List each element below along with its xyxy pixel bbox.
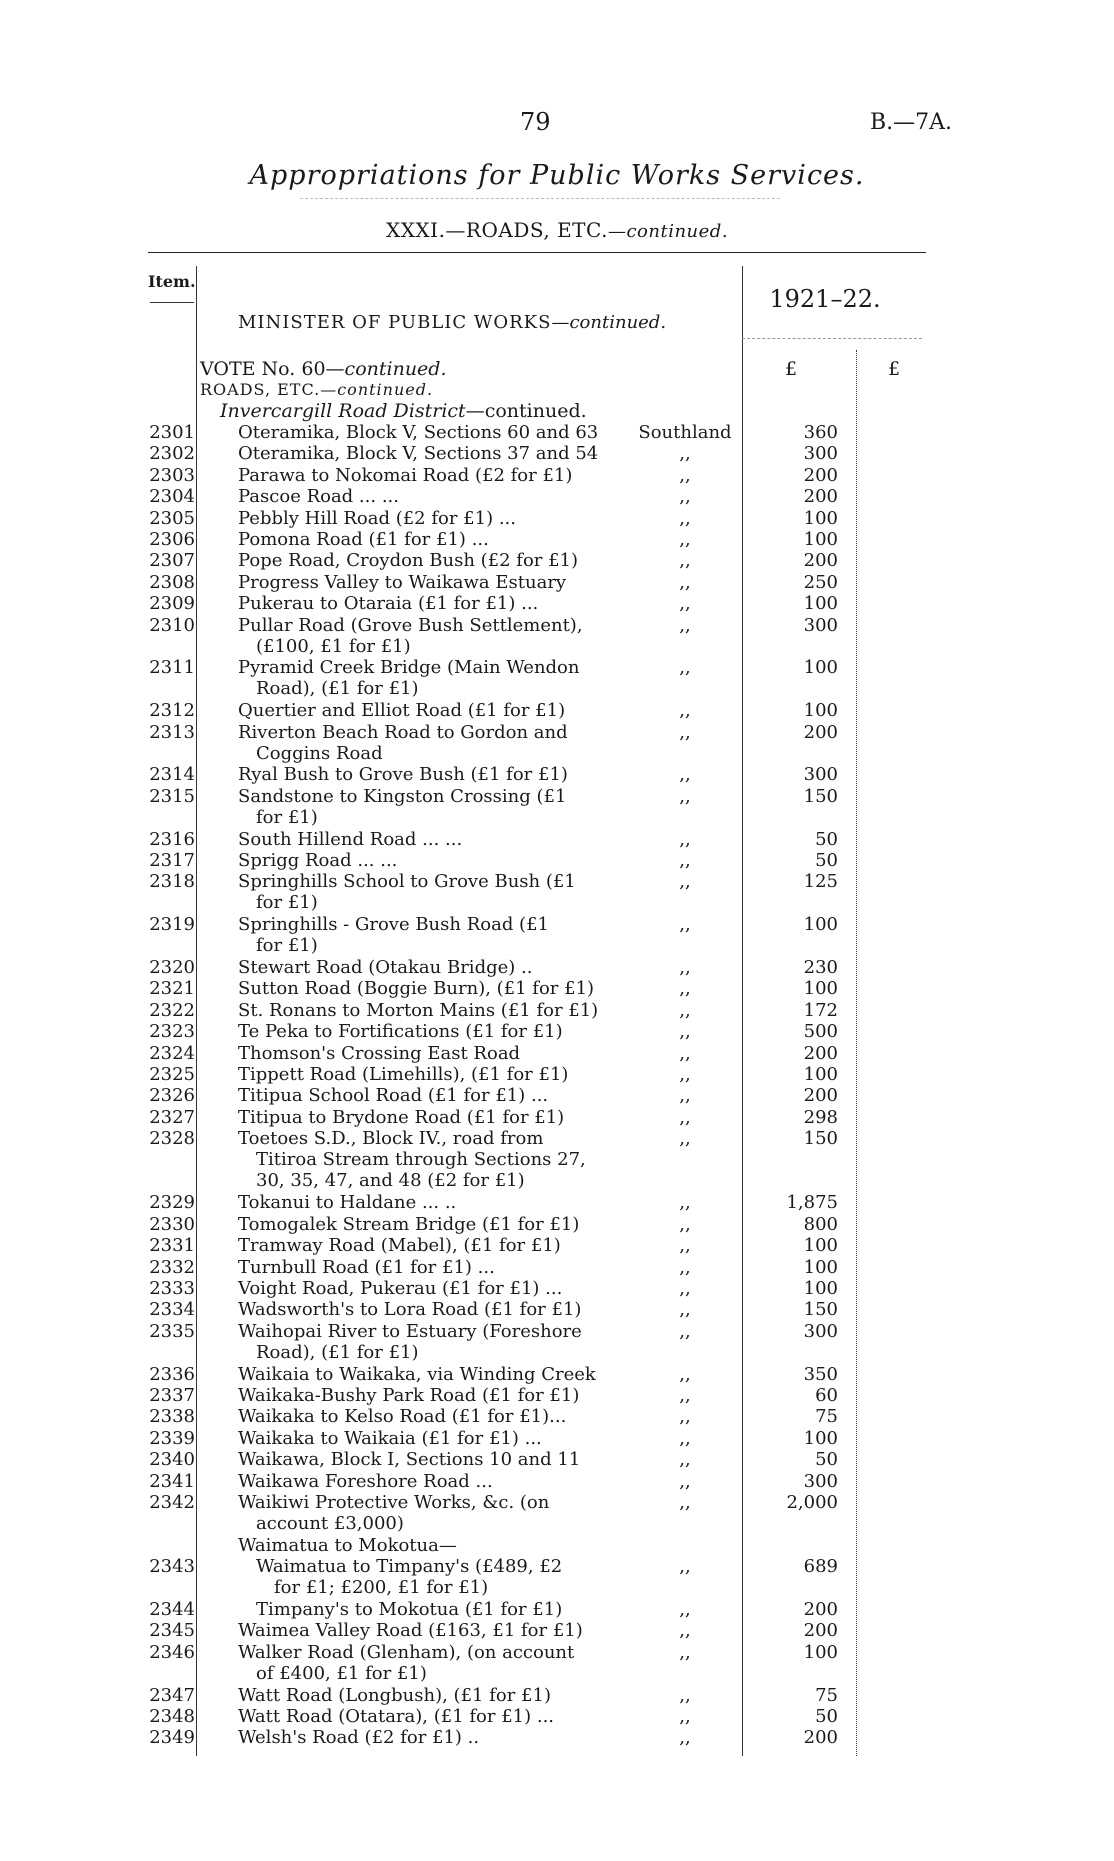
item-description xyxy=(238,1107,613,1128)
description-text: Waimea Valley Road (£163, £1 for £1) xyxy=(238,1620,583,1642)
vote-heading: VOTE No. 60—continued. xyxy=(200,358,447,380)
district-place: ,, xyxy=(679,785,691,807)
amount: 75 xyxy=(815,1684,838,1706)
item-number: 2344 xyxy=(149,1599,195,1620)
amount: 50 xyxy=(815,1449,838,1471)
district-place: ,, xyxy=(679,1106,691,1128)
district-place: Southland xyxy=(638,422,732,443)
item-header-rule xyxy=(150,302,194,303)
amount: 100 xyxy=(803,914,838,936)
description-continuation: 30, 35, 47, and 48 (£2 for £1) xyxy=(256,1170,525,1192)
district-place: ,, xyxy=(679,1192,691,1214)
amount: 300 xyxy=(803,1470,838,1492)
district-place: ,, xyxy=(679,593,691,615)
item-number: 2340 xyxy=(149,1449,195,1471)
item-description xyxy=(238,1192,613,1213)
description-text: Parawa to Nokomai Road (£2 for £1) xyxy=(238,464,573,486)
item-number: 2302 xyxy=(149,443,195,465)
item-description xyxy=(238,1214,613,1235)
amount: 150 xyxy=(803,1128,838,1150)
description-text: Walker Road (Glenham), (on account xyxy=(238,1641,575,1663)
item-description xyxy=(238,1064,613,1085)
item-description xyxy=(238,1727,613,1748)
amount: 125 xyxy=(803,871,838,893)
year-header: 1921–22. xyxy=(769,285,881,313)
item-number: 2330 xyxy=(149,1213,195,1235)
item-number: 2318 xyxy=(149,871,195,893)
item-number: 2309 xyxy=(149,593,195,615)
description-text: Titipua to Brydone Road (£1 for £1) xyxy=(238,1106,565,1128)
description-continuation: for £1) xyxy=(256,935,318,957)
currency-symbol: £ xyxy=(888,358,901,380)
item-column-header: Item. xyxy=(148,272,196,291)
document-reference: B.—7A. xyxy=(870,110,953,135)
item-number: 2334 xyxy=(149,1299,195,1321)
description-text: Waimatua to Timpany's (£489, £2 xyxy=(256,1556,563,1578)
amount: 200 xyxy=(803,1085,838,1107)
amount: 100 xyxy=(803,1641,838,1663)
item-number: 2324 xyxy=(149,1042,195,1064)
item-description xyxy=(238,1000,613,1021)
description-continuation: Road), (£1 for £1) xyxy=(256,1341,419,1363)
description-text: Ryal Bush to Grove Bush (£1 for £1) xyxy=(238,764,568,786)
district-place: ,, xyxy=(679,1406,691,1428)
amount: 100 xyxy=(803,1235,838,1257)
description-text: Quertier and Elliot Road (£1 for £1) xyxy=(238,700,566,722)
district-place: ,, xyxy=(679,1042,691,1064)
item-description xyxy=(238,572,613,593)
item-number: 2323 xyxy=(149,1021,195,1043)
description-continuation: Road), (£1 for £1) xyxy=(256,678,419,700)
district-place: ,, xyxy=(679,1641,691,1663)
description-text: Pyramid Creek Bridge (Main Wendon xyxy=(238,657,580,679)
description-text: Springhills School to Grove Bush (£1 xyxy=(238,871,576,893)
district-place: ,, xyxy=(679,1385,691,1406)
item-number: 2339 xyxy=(149,1427,195,1449)
item-number: 2349 xyxy=(149,1727,195,1749)
item-number: 2316 xyxy=(149,828,195,850)
item-description xyxy=(238,764,613,785)
item-description xyxy=(238,1449,613,1470)
amount: 250 xyxy=(803,571,838,593)
district-place: ,, xyxy=(679,507,691,529)
page-number: 79 xyxy=(520,108,551,136)
item-description xyxy=(238,1428,613,1449)
description-text: Tramway Road (Mabel), (£1 for £1) xyxy=(238,1235,561,1257)
item-description xyxy=(238,422,613,443)
district-place: ,, xyxy=(679,443,691,465)
description-text: Pukerau to Otaraia (£1 for £1) ... xyxy=(238,593,539,615)
item-number: 2346 xyxy=(149,1641,195,1663)
item-number: 2337 xyxy=(149,1385,195,1406)
amount: 500 xyxy=(803,1021,838,1043)
district-place: ,, xyxy=(679,1278,691,1299)
district-place: ,, xyxy=(679,1256,691,1278)
amount: 172 xyxy=(803,999,838,1021)
district-place: ,, xyxy=(679,978,691,1000)
amount: 100 xyxy=(803,1064,838,1085)
description-text: Wadsworth's to Lora Road (£1 for £1) xyxy=(238,1299,582,1321)
district-place: ,, xyxy=(679,700,691,722)
item-description xyxy=(238,443,613,464)
district-place: ,, xyxy=(679,1299,691,1321)
item-description xyxy=(238,957,613,978)
district-place: ,, xyxy=(679,657,691,679)
amount: 100 xyxy=(803,1278,838,1299)
item-description xyxy=(238,1620,613,1641)
amount: 100 xyxy=(803,700,838,722)
amount: 60 xyxy=(815,1385,838,1406)
district-place: ,, xyxy=(679,550,691,572)
amount: 75 xyxy=(815,1406,838,1428)
description-text: Waimatua to Mokotua— xyxy=(238,1534,457,1556)
item-number: 2307 xyxy=(149,550,195,572)
description-text: Oteramika, Block V, Sections 37 and 54 xyxy=(238,443,599,465)
item-number: 2305 xyxy=(149,507,195,529)
description-text: Timpany's to Mokotua (£1 for £1) xyxy=(256,1599,563,1620)
amount: 800 xyxy=(803,1213,838,1235)
district-place: ,, xyxy=(679,464,691,486)
item-description xyxy=(238,1685,613,1706)
district-place: ,, xyxy=(679,1235,691,1257)
district-place: ,, xyxy=(679,1492,691,1513)
amount: 2,000 xyxy=(786,1492,838,1513)
amount: 360 xyxy=(803,422,838,443)
amount: 100 xyxy=(803,657,838,679)
amount: 100 xyxy=(803,529,838,550)
description-text: Waikawa, Block I, Sections 10 and 11 xyxy=(238,1449,581,1471)
description-text: Sandstone to Kingston Crossing (£1 xyxy=(238,785,567,807)
title-divider xyxy=(300,198,780,199)
item-description xyxy=(238,1492,613,1534)
item-number: 2332 xyxy=(149,1256,195,1278)
item-number: 2322 xyxy=(149,999,195,1021)
item-number: 2347 xyxy=(149,1684,195,1706)
amount: 200 xyxy=(803,1042,838,1064)
district-place: ,, xyxy=(679,571,691,593)
amount: 100 xyxy=(803,593,838,615)
item-description xyxy=(238,722,613,764)
item-description xyxy=(238,700,613,721)
item-number: 2329 xyxy=(149,1192,195,1214)
description-continuation: (£100, £1 for £1) xyxy=(256,635,411,657)
amount: 150 xyxy=(803,785,838,807)
description-text: Turnbull Road (£1 for £1) ... xyxy=(238,1256,495,1278)
description-text: Waikawa Foreshore Road ... xyxy=(238,1470,493,1492)
amount: 50 xyxy=(815,828,838,850)
amount: 300 xyxy=(803,614,838,636)
item-number: 2311 xyxy=(149,657,195,679)
district-place: ,, xyxy=(679,850,691,871)
description-text: Sutton Road (Boggie Burn), (£1 for £1) xyxy=(238,978,595,1000)
amount: 200 xyxy=(803,1599,838,1620)
minister-heading: MINISTER OF PUBLIC WORKS—continued. xyxy=(238,312,667,333)
item-description xyxy=(238,850,613,871)
district-place: ,, xyxy=(679,1684,691,1706)
item-number: 2328 xyxy=(149,1128,195,1150)
description-text: Pomona Road (£1 for £1) ... xyxy=(238,529,489,550)
district-place: ,, xyxy=(679,999,691,1021)
subheading: ROADS, ETC.—continued. xyxy=(200,380,434,399)
description-text: Pullar Road (Grove Bush Settlement), xyxy=(238,614,583,636)
district-place: ,, xyxy=(679,871,691,893)
item-description xyxy=(238,550,613,571)
district-place: ,, xyxy=(679,914,691,936)
amount: 1,875 xyxy=(786,1192,838,1214)
amount: 200 xyxy=(803,464,838,486)
item-number: 2331 xyxy=(149,1235,195,1257)
item-number: 2310 xyxy=(149,614,195,636)
item-column-divider xyxy=(196,266,197,1756)
item-description xyxy=(238,1299,613,1320)
district-place: ,, xyxy=(679,1085,691,1107)
item-number: 2315 xyxy=(149,785,195,807)
district-heading: Invercargill Road District—continued. xyxy=(220,400,587,422)
item-number: 2306 xyxy=(149,529,195,550)
description-continuation: of £400, £1 for £1) xyxy=(256,1662,427,1684)
amount: 200 xyxy=(803,486,838,508)
item-description xyxy=(238,508,613,529)
amount: 300 xyxy=(803,764,838,786)
description-text: Oteramika, Block V, Sections 60 and 63 xyxy=(238,422,599,443)
description-text: Tokanui to Haldane ... .. xyxy=(238,1192,457,1214)
description-text: Tippett Road (Limehills), (£1 for £1) xyxy=(238,1064,569,1085)
section-heading: XXXI.—ROADS, ETC.—continued. xyxy=(385,218,729,242)
description-text: Waikaka to Waikaia (£1 for £1) ... xyxy=(238,1427,542,1449)
district-place: ,, xyxy=(679,828,691,850)
item-description xyxy=(238,829,613,850)
description-text: Progress Valley to Waikawa Estuary xyxy=(238,571,567,593)
item-description xyxy=(238,914,613,956)
description-text: St. Ronans to Morton Mains (£1 for £1) xyxy=(238,999,599,1021)
page-title: Appropriations for Public Works Services. xyxy=(249,160,865,191)
district-place: ,, xyxy=(679,1320,691,1342)
amount: 300 xyxy=(803,443,838,465)
amount: 689 xyxy=(803,1556,838,1578)
amount: 100 xyxy=(803,978,838,1000)
item-description xyxy=(238,1406,613,1427)
district-place: ,, xyxy=(679,1556,691,1578)
item-description xyxy=(238,1385,613,1406)
description-continuation: for £1) xyxy=(256,892,318,914)
item-description xyxy=(238,1257,613,1278)
amount: 100 xyxy=(803,1256,838,1278)
item-description xyxy=(238,529,613,550)
item-number: 2342 xyxy=(149,1492,195,1513)
item-number: 2319 xyxy=(149,914,195,936)
item-number: 2301 xyxy=(149,422,195,443)
amount: 230 xyxy=(803,957,838,978)
district-place: ,, xyxy=(679,1128,691,1150)
description-text: Waikaka-Bushy Park Road (£1 for £1) xyxy=(238,1385,580,1406)
district-place: ,, xyxy=(679,486,691,508)
description-text: Waihopai River to Estuary (Foreshore xyxy=(238,1320,582,1342)
amount: 150 xyxy=(803,1299,838,1321)
item-description xyxy=(238,1556,613,1598)
item-description xyxy=(238,871,613,913)
item-number: 2326 xyxy=(149,1085,195,1107)
amount: 298 xyxy=(803,1106,838,1128)
item-description xyxy=(238,1021,613,1042)
item-number: 2343 xyxy=(149,1556,195,1578)
district-place: ,, xyxy=(679,1064,691,1085)
item-description xyxy=(238,486,613,507)
description-text: Springhills - Grove Bush Road (£1 xyxy=(238,914,549,936)
district-place: ,, xyxy=(679,1706,691,1727)
item-number: 2345 xyxy=(149,1620,195,1642)
district-place: ,, xyxy=(679,1727,691,1749)
district-place: ,, xyxy=(679,529,691,550)
district-place: ,, xyxy=(679,1470,691,1492)
description-text: Pope Road, Croydon Bush (£2 for £1) xyxy=(238,550,579,572)
item-number: 2304 xyxy=(149,486,195,508)
district-place: ,, xyxy=(679,1449,691,1471)
item-description xyxy=(238,1043,613,1064)
district-place: ,, xyxy=(679,1620,691,1642)
amount-column-divider xyxy=(856,350,857,1756)
district-place: ,, xyxy=(679,1599,691,1620)
description-continuation: for £1; £200, £1 for £1) xyxy=(274,1577,489,1599)
district-place: ,, xyxy=(679,957,691,978)
description-text: Toetoes S.D., Block IV., road from xyxy=(238,1128,544,1150)
item-description xyxy=(238,1235,613,1256)
amount: 200 xyxy=(803,1620,838,1642)
item-number: 2303 xyxy=(149,464,195,486)
description-text: Waikaia to Waikaka, via Winding Creek xyxy=(238,1363,596,1385)
amount: 100 xyxy=(803,1427,838,1449)
item-description xyxy=(238,1278,613,1299)
description-text: Titipua School Road (£1 for £1) ... xyxy=(238,1085,549,1107)
description-text: Waikiwi Protective Works, &c. (on xyxy=(238,1492,550,1513)
item-description xyxy=(238,1321,613,1363)
amount: 200 xyxy=(803,721,838,743)
item-description xyxy=(238,465,613,486)
item-description xyxy=(238,1471,613,1492)
item-number: 2321 xyxy=(149,978,195,1000)
amount: 200 xyxy=(803,1727,838,1749)
description-text: Thomson's Crossing East Road xyxy=(238,1042,521,1064)
district-place: ,, xyxy=(679,721,691,743)
description-text: Watt Road (Longbush), (£1 for £1) xyxy=(238,1684,551,1706)
district-place: ,, xyxy=(679,1021,691,1043)
item-description xyxy=(238,1706,613,1727)
item-number: 2325 xyxy=(149,1064,195,1085)
item-number: 2327 xyxy=(149,1106,195,1128)
item-description xyxy=(238,1085,613,1106)
item-number: 2308 xyxy=(149,571,195,593)
amount: 50 xyxy=(815,850,838,871)
description-text: Te Peka to Fortifications (£1 for £1) xyxy=(238,1021,563,1043)
amount: 350 xyxy=(803,1363,838,1385)
item-number: 2336 xyxy=(149,1363,195,1385)
item-description xyxy=(238,786,613,828)
item-description xyxy=(238,657,613,699)
currency-symbol: £ xyxy=(785,358,798,380)
item-description xyxy=(238,593,613,614)
item-number: 2333 xyxy=(149,1278,195,1299)
description-continuation: for £1) xyxy=(256,806,318,828)
amount: 100 xyxy=(803,507,838,529)
description-text: Pascoe Road ... ... xyxy=(238,486,399,508)
item-number: 2338 xyxy=(149,1406,195,1428)
item-description xyxy=(238,615,613,657)
district-place: ,, xyxy=(679,1363,691,1385)
description-text: Stewart Road (Otakau Bridge) .. xyxy=(238,957,533,978)
item-number: 2320 xyxy=(149,957,195,978)
district-place: ,, xyxy=(679,614,691,636)
item-number: 2317 xyxy=(149,850,195,871)
item-number: 2312 xyxy=(149,700,195,722)
description-text: Sprigg Road ... ... xyxy=(238,850,398,871)
item-description xyxy=(238,1128,613,1191)
description-continuation: Titiroa Stream through Sections 27, xyxy=(256,1149,586,1171)
description-text: Waikaka to Kelso Road (£1 for £1)... xyxy=(238,1406,567,1428)
amount: 200 xyxy=(803,550,838,572)
district-place: ,, xyxy=(679,1213,691,1235)
district-place: ,, xyxy=(679,764,691,786)
item-number: 2314 xyxy=(149,764,195,786)
item-number: 2341 xyxy=(149,1470,195,1492)
item-description xyxy=(238,1599,613,1620)
item-description xyxy=(238,1535,613,1556)
amount: 300 xyxy=(803,1320,838,1342)
description-continuation: Coggins Road xyxy=(256,742,383,764)
description-text: Watt Road (Otatara), (£1 for £1) ... xyxy=(238,1706,555,1727)
description-text: Tomogalek Stream Bridge (£1 for £1) xyxy=(238,1213,580,1235)
place-column-divider xyxy=(742,266,743,1756)
description-continuation: account £3,000) xyxy=(256,1513,404,1534)
item-number: 2348 xyxy=(149,1706,195,1727)
item-description xyxy=(238,978,613,999)
item-number: 2313 xyxy=(149,721,195,743)
item-description xyxy=(238,1642,613,1684)
table-top-rule xyxy=(148,252,926,253)
description-text: Voight Road, Pukerau (£1 for £1) ... xyxy=(238,1278,563,1299)
description-text: South Hillend Road ... ... xyxy=(238,828,463,850)
item-number: 2335 xyxy=(149,1320,195,1342)
description-text: Welsh's Road (£2 for £1) .. xyxy=(238,1727,480,1749)
district-place: ,, xyxy=(679,1427,691,1449)
description-text: Pebbly Hill Road (£2 for £1) ... xyxy=(238,507,516,529)
description-text: Riverton Beach Road to Gordon and xyxy=(238,721,568,743)
item-description xyxy=(238,1364,613,1385)
year-header-rule xyxy=(742,338,922,339)
amount: 50 xyxy=(815,1706,838,1727)
